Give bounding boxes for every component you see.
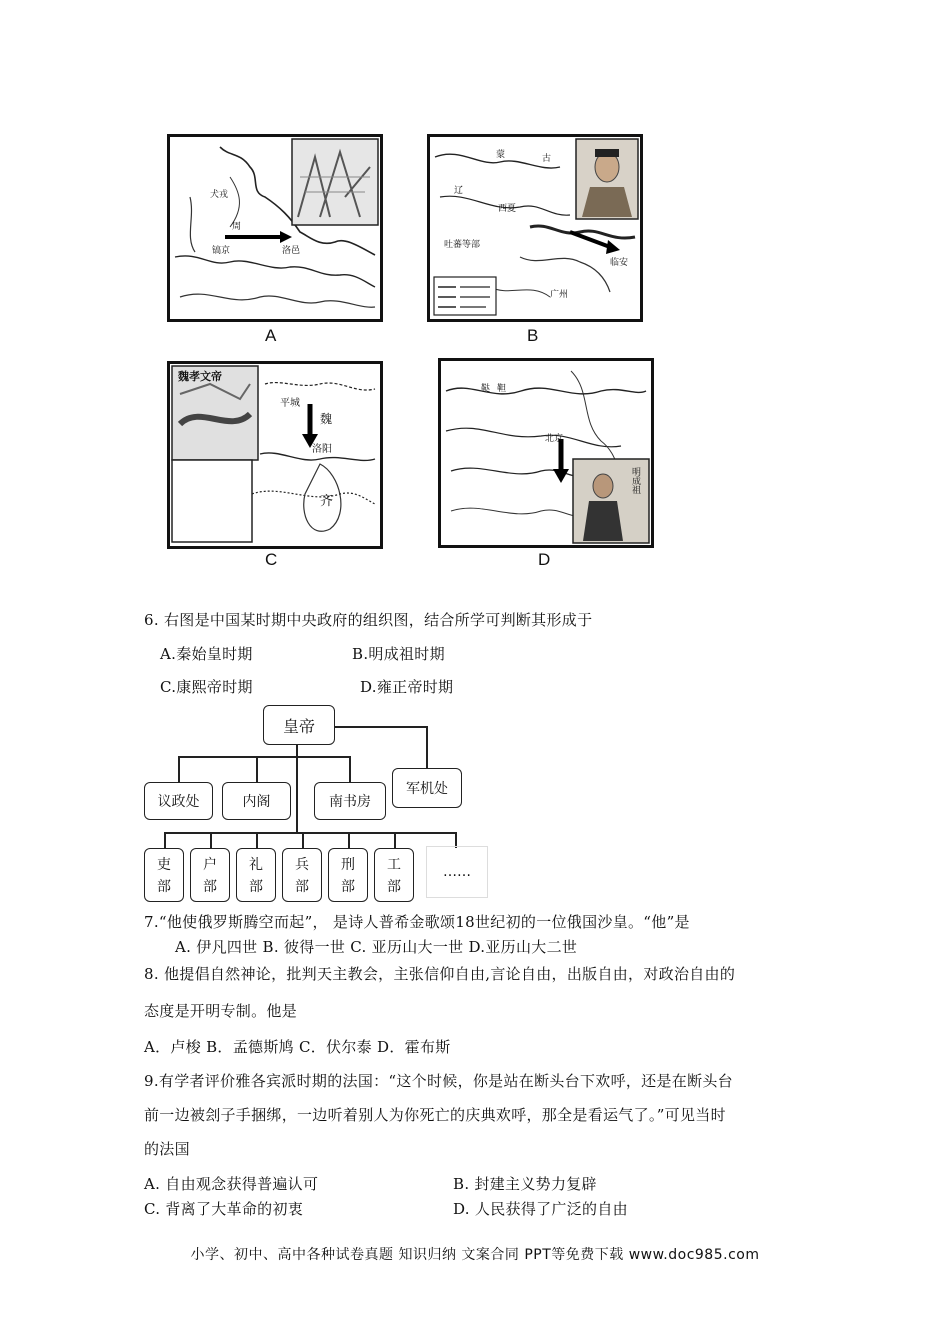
map-b-place-3: 辽 [454,186,464,196]
org-yizhengchu: 议政处 [144,782,213,820]
map-c-place-4: 洛阳 [312,444,332,455]
ministry-char: 礼 [249,857,263,873]
map-b-place-4: 西夏 [498,204,517,214]
org-ministry-rites [236,848,276,902]
map-d-place-2: 靼 [497,384,507,394]
ministry-char: 部 [203,879,217,895]
map-c-place-5: 齐 [320,494,334,509]
map-a-place-2: 周 [232,222,242,232]
org-neige: 内阁 [222,782,291,820]
q9-option-d: D. 人民获得了广泛的自由 [453,1200,628,1218]
ministry-char: 部 [157,879,171,895]
org-junjichu: 军机处 [392,768,462,808]
map-b-drawing [430,137,640,319]
ministry-char: 部 [341,879,355,895]
org-ministry-revenue [190,848,230,902]
ministry-char: 刑 [341,857,355,873]
q9-line2: 前一边被刽子手捆绑，一边听着别人为你死亡的庆典欢呼，那全是看运气了。”可见当时 [144,1106,726,1124]
map-d [438,358,654,548]
q9-line1: 9.有学者评价雅各宾派时期的法国：“这个时候，你是站在断头台下欢呼，还是在断头台 [144,1072,733,1090]
ministry-char: 部 [387,879,401,895]
org-emperor: 皇帝 [263,705,335,745]
q7-options: A. 伊凡四世 B. 彼得一世 C. 亚历山大一世 D.亚历山大二世 [175,938,578,956]
map-a-place-3: 镐京 [212,246,231,256]
map-d-place-1: 鞑 [481,384,491,394]
ministry-char: 吏 [157,857,171,873]
ministry-char: 部 [295,879,309,895]
map-b-label: B [527,326,539,345]
q8-line1: 8. 他提倡自然神论，批判天主教会，主张信仰自由,言论自由，出版自由，对政治自由的 [144,965,736,983]
ministry-char: 户 [203,857,217,873]
map-d-label: D [538,550,551,569]
map-c-place-2: 平城 [280,398,300,409]
q6-option-d: D.雍正帝时期 [360,678,454,696]
map-b-place-6: 临安 [610,258,629,268]
org-nanshufang: 南书房 [314,782,386,820]
map-c-label: C [265,550,278,569]
map-a-place-4: 洛邑 [282,246,301,256]
map-c-place-1: 魏孝文帝 [178,370,222,383]
map-b-place-5: 吐蕃等部 [444,240,481,250]
map-c-drawing [170,364,380,546]
q6-option-c: C.康熙帝时期 [160,678,253,696]
q9-line3: 的法国 [144,1140,190,1158]
map-d-place-4: 明成祖 [630,467,640,494]
map-c [167,361,383,549]
map-d-drawing [441,361,651,545]
map-a-label: A [265,326,277,345]
map-a [167,134,383,322]
org-ministry-war [282,848,322,902]
q7-stem: 7.“他使俄罗斯腾空而起”， 是诗人普希金歌颂18世纪初的一位俄国沙皇。“他”是 [144,913,690,931]
q8-options: A．卢梭 B．孟德斯鸠 C．伏尔泰 D．霍布斯 [144,1038,451,1056]
map-b [427,134,643,322]
map-b-place-1: 蒙 [496,150,506,160]
ministry-char: 工 [387,857,401,873]
map-a-place-1: 犬戎 [210,190,229,200]
map-b-place-2: 古 [542,154,552,164]
q6-stem: 6. 右图是中国某时期中央政府的组织图，结合所学可判断其形成于 [144,611,593,629]
q6-option-b: B.明成祖时期 [352,645,445,663]
map-a-drawing [170,137,380,319]
map-b-place-7: 广州 [550,290,569,300]
map-d-place-3: 北京 [545,434,564,444]
q8-line2: 态度是开明专制。他是 [144,1002,298,1020]
org-ministry-li-personnel [144,848,184,902]
page-footer: 小学、初中、高中各种试卷真题 知识归纳 文案合同 PPT等免费下载 www.doc985.com [190,1247,760,1263]
ministry-char: 兵 [295,857,309,873]
q9-option-b: B. 封建主义势力复辟 [453,1175,597,1193]
q9-option-a: A. 自由观念获得普遍认可 [144,1175,319,1193]
ministry-char: 部 [249,879,263,895]
org-more: …… [426,846,488,898]
map-c-place-3: 魏 [320,412,333,426]
org-ministry-justice [328,848,368,902]
q6-option-a: A.秦始皇时期 [160,645,253,663]
org-ministry-works [374,848,414,902]
q9-option-c: C. 背离了大革命的初衷 [144,1200,304,1218]
